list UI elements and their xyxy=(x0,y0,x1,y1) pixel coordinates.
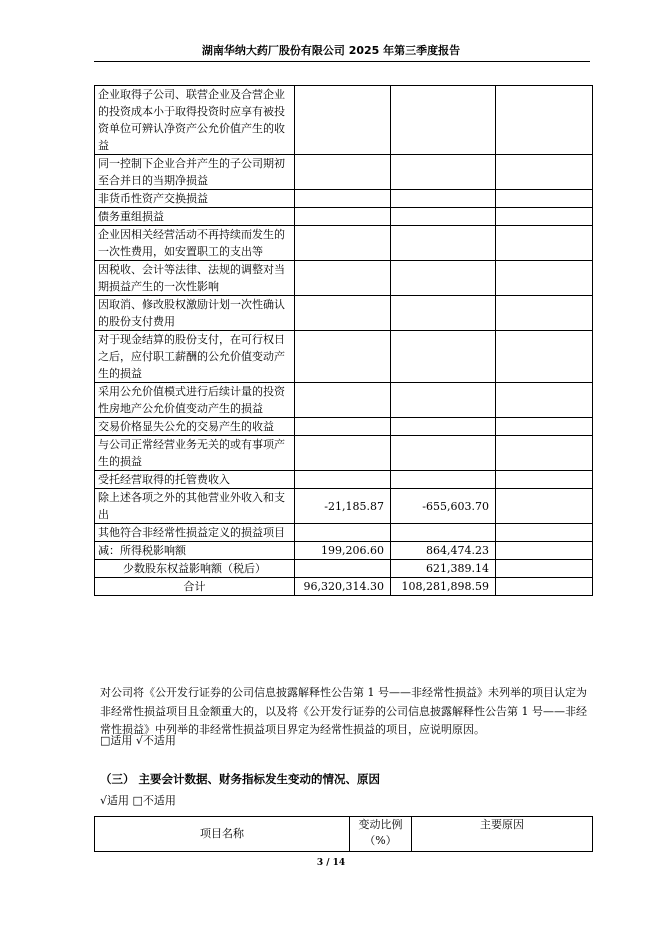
row-value-ytd: -655,603.70 xyxy=(391,489,496,524)
applicability-options-2: √适用 □不适用 xyxy=(100,794,176,807)
row-value-current xyxy=(295,226,391,261)
row-value-ytd xyxy=(391,155,496,190)
table-row xyxy=(95,560,593,578)
row-note xyxy=(496,261,593,296)
table-row xyxy=(95,331,593,383)
header-item-name: 项目名称 xyxy=(95,817,350,852)
row-value-ytd xyxy=(391,261,496,296)
table-row xyxy=(95,436,593,471)
table-row xyxy=(95,261,593,296)
row-value-current xyxy=(295,418,391,436)
row-value-current xyxy=(295,436,391,471)
row-note xyxy=(496,489,593,524)
row-value-ytd: 864,474.23 xyxy=(391,542,496,560)
header-change-ratio: 变动比例（%） xyxy=(350,817,412,852)
section-3-heading: （三） 主要会计数据、财务指标发生变动的情况、原因 xyxy=(100,772,381,786)
row-note xyxy=(496,542,593,560)
row-value-ytd xyxy=(391,436,496,471)
row-label: 非货币性资产交换损益 xyxy=(95,190,295,208)
row-value-ytd xyxy=(391,471,496,489)
row-label: 除上述各项之外的其他营业外收入和支出 xyxy=(95,489,295,524)
table-row xyxy=(95,86,593,155)
row-label: 债务重组损益 xyxy=(95,208,295,226)
row-label: 受托经营取得的托管费收入 xyxy=(95,471,295,489)
row-label: 采用公允价值模式进行后续计量的投资性房地产公允价值变动产生的损益 xyxy=(95,383,295,418)
row-note xyxy=(496,155,593,190)
total-row xyxy=(95,578,593,596)
row-value-current: -21,185.87 xyxy=(295,489,391,524)
table-row xyxy=(95,418,593,436)
row-value-ytd: 621,389.14 xyxy=(391,560,496,578)
row-note xyxy=(496,560,593,578)
row-value-current: 96,320,314.30 xyxy=(295,578,391,596)
table-row xyxy=(95,542,593,560)
row-note xyxy=(496,226,593,261)
row-label: 因税收、会计等法律、法规的调整对当期损益产生的一次性影响 xyxy=(95,261,295,296)
row-label: 对于现金结算的股份支付，在可行权日之后，应付职工薪酬的公允价值变动产生的损益 xyxy=(95,331,295,383)
applicability-options-1: □适用 √不适用 xyxy=(100,734,176,747)
row-value-ytd xyxy=(391,190,496,208)
table-row xyxy=(95,471,593,489)
row-value-ytd xyxy=(391,226,496,261)
row-label: 与公司正常经营业务无关的或有事项产生的损益 xyxy=(95,436,295,471)
row-note xyxy=(496,524,593,542)
row-value-current xyxy=(295,296,391,331)
row-value-ytd xyxy=(391,86,496,155)
row-value-current xyxy=(295,560,391,578)
row-value-current xyxy=(295,261,391,296)
row-label: 其他符合非经常性损益定义的损益项目 xyxy=(95,524,295,542)
non-recurring-items-table xyxy=(94,85,593,596)
row-value-ytd: 108,281,898.59 xyxy=(391,578,496,596)
row-value-ytd xyxy=(391,418,496,436)
table-row xyxy=(95,190,593,208)
header-main-reason: 主要原因 xyxy=(412,817,593,852)
row-note xyxy=(496,436,593,471)
table-row xyxy=(95,383,593,418)
row-value-current xyxy=(295,524,391,542)
row-label: 减：所得税影响额 xyxy=(95,542,295,560)
page-number: 3 / 14 xyxy=(316,858,346,868)
row-label: 交易价格显失公允的交易产生的收益 xyxy=(95,418,295,436)
page-header-title: 湖南华纳大药厂股份有限公司 2025 年第三季度报告 xyxy=(201,44,461,57)
row-value-current xyxy=(295,190,391,208)
table-row xyxy=(95,208,593,226)
disclosure-note: 对公司将《公开发行证券的公司信息披露解释性公告第 1 号——非经常性损益》未列举的项目认定为非经常性损益项目且金额重大的，以及将《公开发行证券的公司信息披露解释性公告第 1 号——非经常性损益》中列举的非经常性损益项目界定为经常性损益的项目，应说明原因。 xyxy=(100,686,587,736)
row-value-current xyxy=(295,331,391,383)
row-note xyxy=(496,190,593,208)
row-label: 少数股东权益影响额（税后） xyxy=(95,560,295,578)
row-value-current xyxy=(295,86,391,155)
row-value-ytd xyxy=(391,524,496,542)
row-note xyxy=(496,331,593,383)
row-label: 因取消、修改股权激励计划一次性确认的股份支付费用 xyxy=(95,296,295,331)
row-label: 企业取得子公司、联营企业及合营企业的投资成本小于取得投资时应享有被投资单位可辨认净资产公允价值产生的收益 xyxy=(95,86,295,155)
row-value-current xyxy=(295,208,391,226)
header-rule xyxy=(94,61,590,62)
row-value-ytd xyxy=(391,296,496,331)
table-row xyxy=(95,226,593,261)
row-value-current xyxy=(295,383,391,418)
row-label: 同一控制下企业合并产生的子公司期初至合并日的当期净损益 xyxy=(95,155,295,190)
table-row xyxy=(95,155,593,190)
table-header-row xyxy=(95,817,593,852)
row-value-current xyxy=(295,471,391,489)
row-note xyxy=(496,471,593,489)
row-note xyxy=(496,578,593,596)
row-note xyxy=(496,208,593,226)
row-label: 企业因相关经营活动不再持续而发生的一次性费用，如安置职工的支出等 xyxy=(95,226,295,261)
row-note xyxy=(496,383,593,418)
table-row xyxy=(95,489,593,524)
row-label: 合计 xyxy=(95,578,295,596)
row-value-ytd xyxy=(391,208,496,226)
row-note xyxy=(496,86,593,155)
indicator-change-table xyxy=(94,816,593,852)
row-value-current: 199,206.60 xyxy=(295,542,391,560)
table-row xyxy=(95,296,593,331)
row-note xyxy=(496,418,593,436)
row-value-ytd xyxy=(391,331,496,383)
row-note xyxy=(496,296,593,331)
table-row xyxy=(95,524,593,542)
row-value-ytd xyxy=(391,383,496,418)
row-value-current xyxy=(295,155,391,190)
